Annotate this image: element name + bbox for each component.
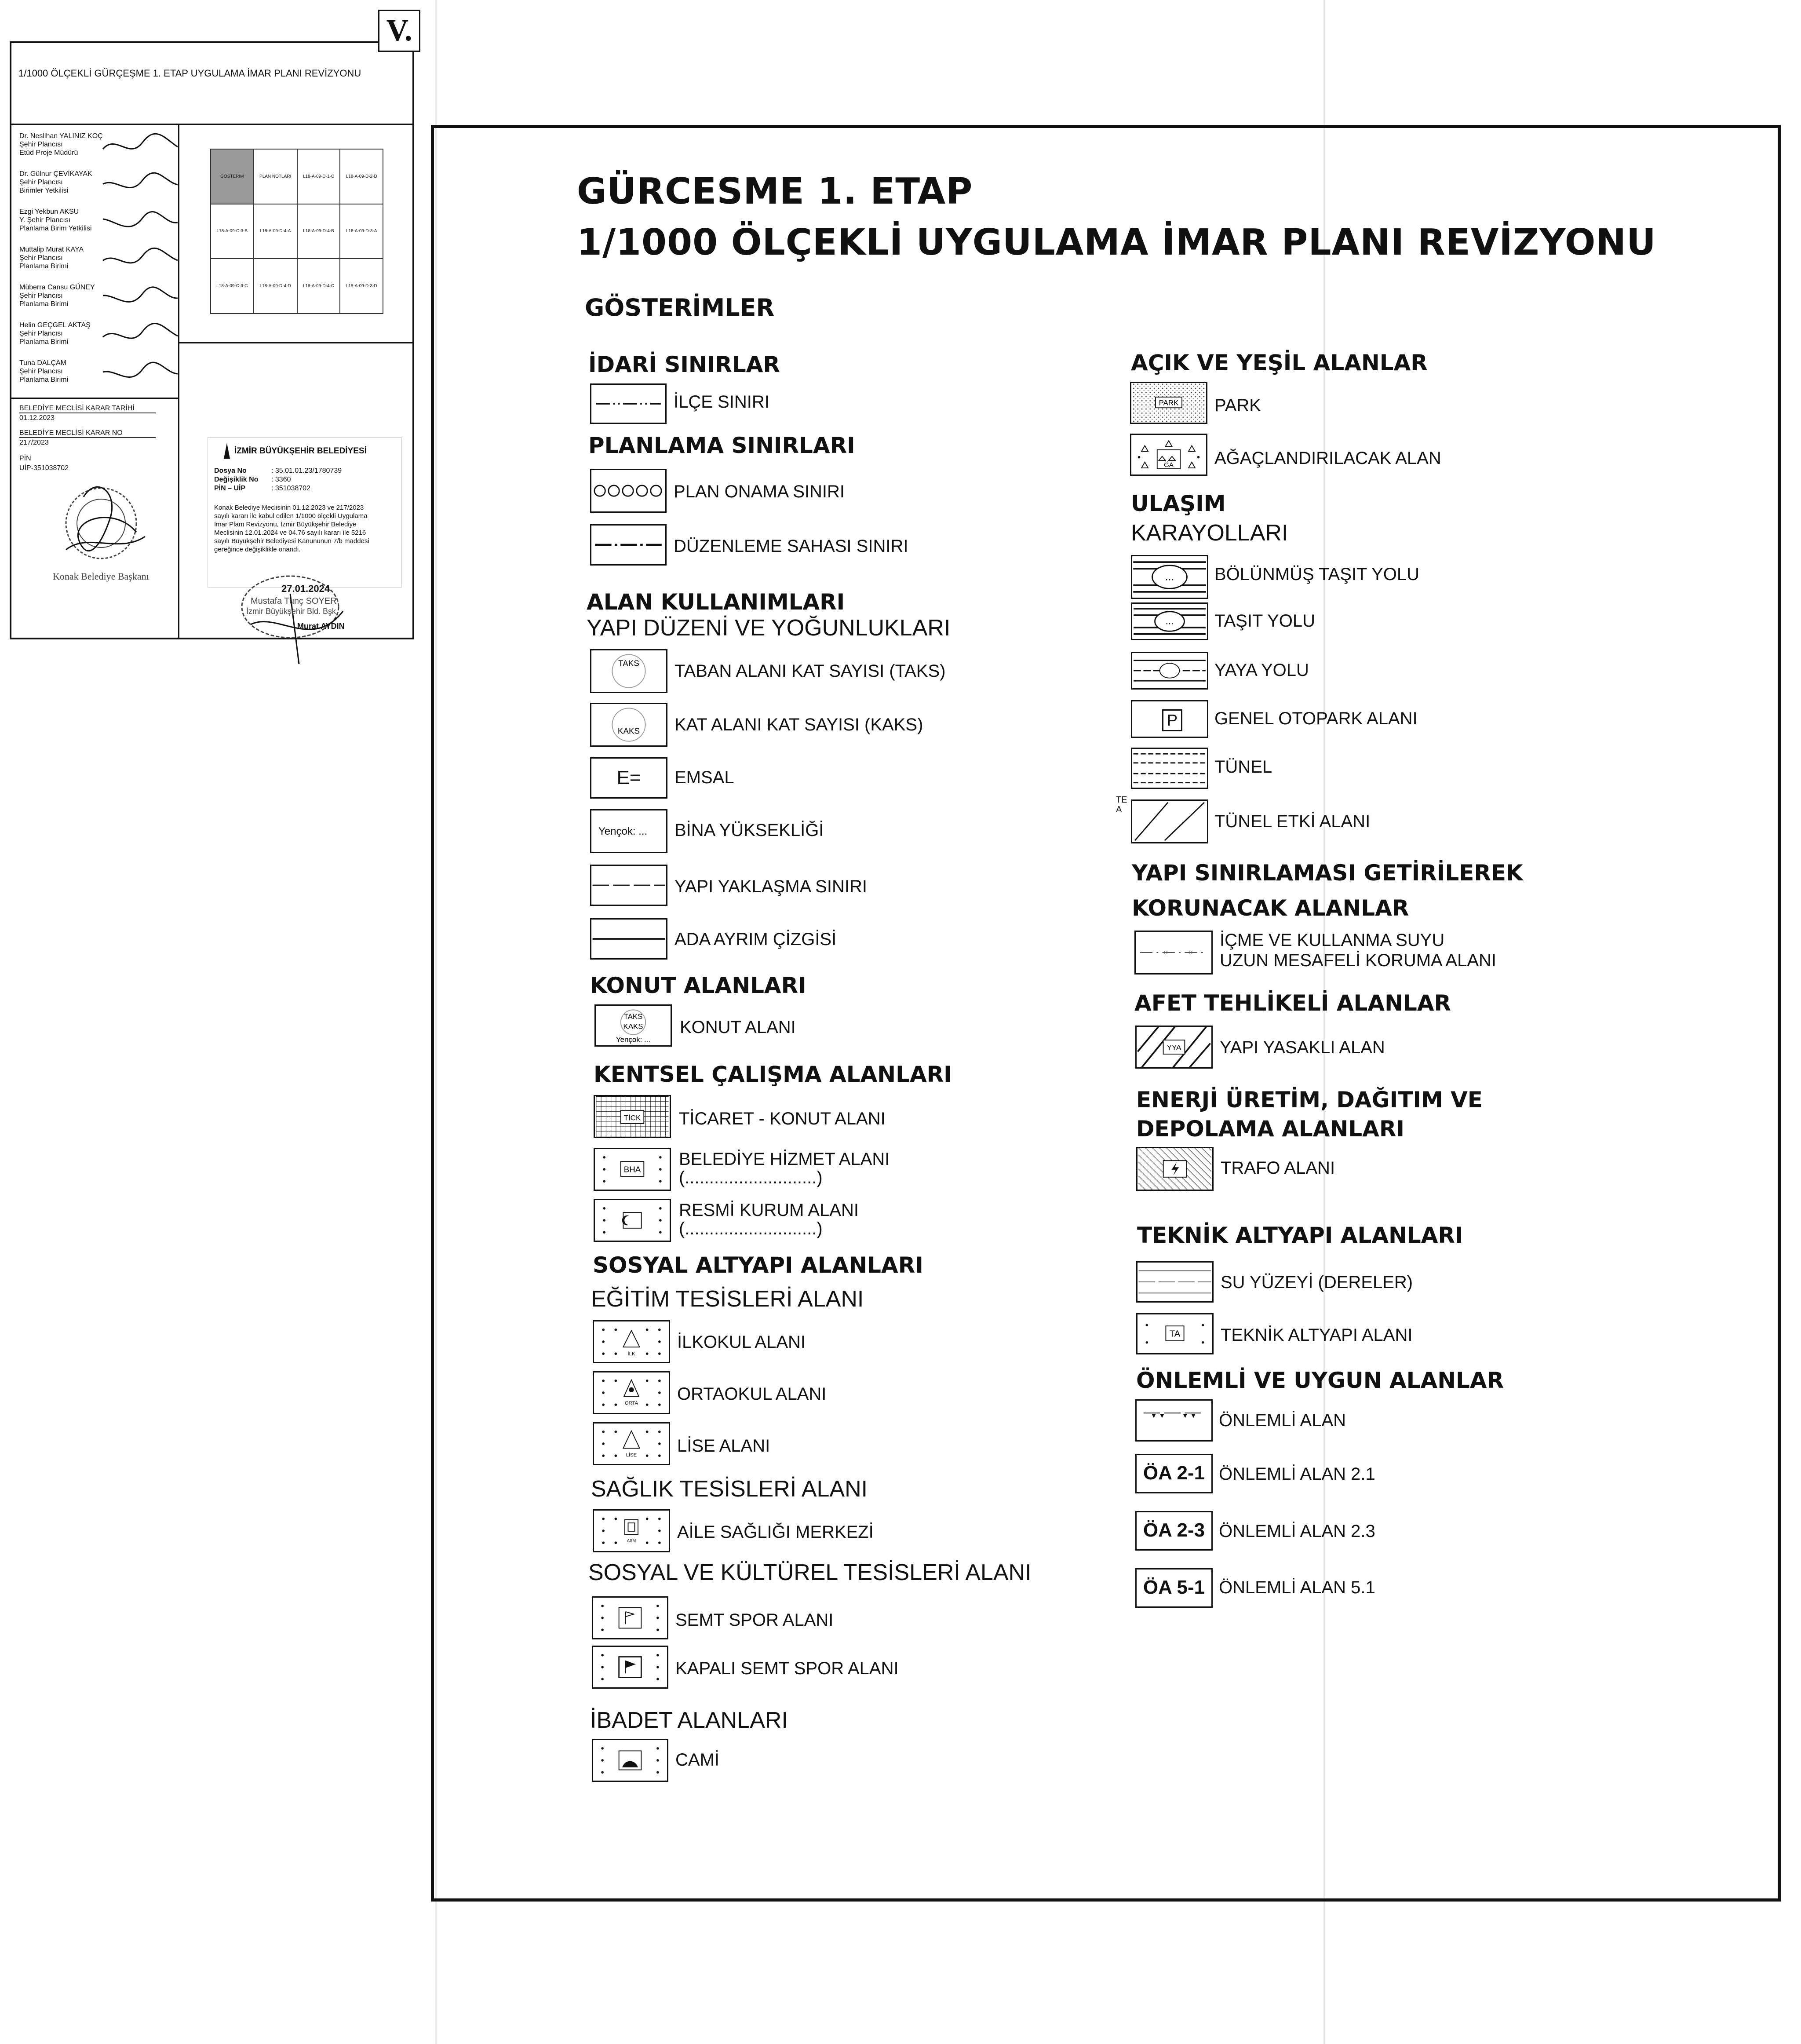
- ada-ayrim-label: ADA AYRIM ÇİZGİSİ: [674, 930, 837, 949]
- index-grid-row: [211, 259, 383, 314]
- kapali-semt-spor-label: KAPALI SEMT SPOR ALANI: [675, 1659, 899, 1678]
- index-grid-cell: L18-A-09-D-3-A: [340, 204, 383, 259]
- cami-symbol: [592, 1739, 668, 1782]
- yapi-yaklasma-label: YAPI YAKLAŞMA SINIRI: [674, 877, 867, 896]
- index-grid-cell: L18-A-09-D-4-B: [297, 204, 340, 259]
- signatory-role2: Planlama Birimi: [19, 300, 69, 308]
- agaclandirilacak-label: AĞAÇLANDIRILACAK ALAN: [1214, 449, 1441, 468]
- oa-2-1-label: ÖNLEMLİ ALAN 2.1: [1219, 1464, 1375, 1484]
- official-seal: [48, 466, 163, 580]
- legend-title: GÖSTERİMLER: [585, 294, 775, 321]
- semt-spor-symbol: [592, 1596, 668, 1639]
- izmir-logo-icon: [220, 442, 233, 460]
- signatory-block: [19, 245, 84, 270]
- card-body-line: sayılı Büyükşehir Belediyesi Kanununun 7/b maddesi: [214, 537, 369, 545]
- card-date: 27.01.2024: [281, 583, 330, 594]
- subsection-egitim: EĞİTİM TESİSLERİ ALANI: [591, 1286, 864, 1312]
- kapali-semt-spor-symbol: [592, 1646, 668, 1689]
- signatory-block: [19, 132, 103, 157]
- card-row-value: : 35.01.01.23/1780739: [271, 467, 342, 474]
- ilkokul-symbol: [593, 1320, 670, 1363]
- duzenleme-label: DÜZENLEME SAHASI SINIRI: [674, 537, 908, 556]
- icme-suyu-symbol: [1134, 931, 1213, 975]
- resmi-kurum-label: RESMİ KURUM ALANI: [679, 1201, 859, 1220]
- svg-text:...: ...: [1165, 615, 1174, 627]
- kaks-symbol-text: KAKS: [617, 726, 640, 736]
- index-grid-cell: L18-A-09-D-4-C: [297, 259, 340, 314]
- pin-value: UİP-351038702: [19, 464, 69, 472]
- signatory-role1: Şehir Plancısı: [19, 292, 63, 299]
- su-yuzeyi-label: SU YÜZEYİ (DERELER): [1221, 1273, 1413, 1292]
- signature-scribble: [98, 238, 182, 278]
- svg-text:...: ...: [1165, 571, 1174, 583]
- signatory-role1: Şehir Plancısı: [19, 141, 63, 148]
- subsection-ibadet: İBADET ALANLARI: [590, 1708, 788, 1733]
- kaks-symbol: [590, 703, 667, 747]
- signatory-role2: Planlama Birimi: [19, 263, 69, 270]
- signatory-role1: Şehir Plancısı: [19, 254, 63, 262]
- mayor-label: Konak Belediye Başkanı: [53, 571, 149, 582]
- subsection-saglik: SAĞLIK TESİSLERİ ALANI: [591, 1476, 868, 1502]
- section-ulasim: ULAŞIM: [1131, 491, 1226, 516]
- subsection-yapi-duzeni: YAPI DÜZENİ VE YOĞUNLUKLARI: [587, 615, 951, 641]
- resmi-kurum-placeholder: (...........................): [679, 1219, 823, 1238]
- council-no: 217/2023: [19, 439, 49, 446]
- index-grid-cell: L18-A-09-D-3-D: [340, 259, 383, 314]
- signature-scribble: [98, 163, 182, 202]
- aile-sagligi-symbol-text: ASM: [627, 1538, 636, 1543]
- index-grid-cell: L18-A-09-C-3-C: [211, 259, 254, 314]
- index-grid-cell: L18-A-09-C-3-B: [211, 204, 254, 259]
- signatory-block: [19, 321, 91, 346]
- card-body-line: Konak Belediye Meclisinin 01.12.2023 ve 217/2023: [214, 504, 364, 511]
- card-row-value: : 351038702: [271, 485, 310, 492]
- card-row-key: PİN – UİP: [214, 485, 246, 492]
- trafo-symbol: [1136, 1147, 1214, 1191]
- council-date-label: BELEDİYE MECLİSİ KARAR TARİHİ: [19, 405, 156, 413]
- signature-scribble: [98, 314, 182, 354]
- signatory-name: Tuna DALÇAM: [19, 359, 66, 367]
- index-grid-cell: GÖSTERİM: [211, 149, 254, 204]
- oa-5-1-label: ÖNLEMLİ ALAN 5.1: [1219, 1578, 1375, 1597]
- tunel-etki-symbol-text: TEA: [1116, 795, 1127, 814]
- card-body-line: sayılı kararı ile kabul edilen 1/1000 ölçekli Uygulama: [214, 512, 368, 520]
- bina-yuksekligi-symbol: Yençok: ...: [590, 809, 667, 853]
- sheet-index-grid: [210, 149, 383, 314]
- tunel-symbol: [1131, 748, 1208, 789]
- index-grid-cell: L18-A-09-D-4-A: [254, 204, 297, 259]
- tunel-etki-label: TÜNEL ETKİ ALANI: [1214, 812, 1371, 831]
- yapi-yaklasma-symbol: [590, 865, 667, 906]
- resmi-kurum-symbol: [594, 1199, 671, 1242]
- ortaokul-label: ORTAOKUL ALANI: [677, 1384, 827, 1404]
- index-grid-cell: L18-A-09-D-4-D: [254, 259, 297, 314]
- signatory-role2: Birimler Yetkilisi: [19, 187, 69, 194]
- ticaret-label: TİCARET - KONUT ALANI: [679, 1109, 886, 1128]
- ilkokul-symbol-text: İLK: [627, 1351, 635, 1357]
- tasit-yolu-label: TAŞIT YOLU: [1214, 611, 1315, 631]
- ticaret-symbol-text: TİCK: [623, 1113, 641, 1122]
- ortaokul-symbol-text: ORTA: [624, 1401, 638, 1406]
- tasit-yolu-symbol: [1131, 602, 1208, 640]
- tunel-label: TÜNEL: [1214, 757, 1272, 777]
- belediye-label: BELEDİYE HİZMET ALANI: [679, 1150, 890, 1169]
- aile-sagligi-symbol: [593, 1509, 670, 1552]
- taks-symbol: [590, 649, 667, 693]
- emsal-symbol: E=: [590, 757, 667, 799]
- teknik-altyapi-symbol-text: TA: [1169, 1329, 1181, 1339]
- signatory-role1: Şehir Plancısı: [19, 330, 63, 337]
- bolunmus-tasit-yolu-symbol: [1131, 555, 1208, 599]
- lise-symbol: [593, 1422, 670, 1465]
- oa-2-3-label: ÖNLEMLİ ALAN 2.3: [1219, 1522, 1375, 1541]
- card-brand: İZMİR BÜYÜKŞEHİR BELEDİYESİ: [234, 446, 367, 456]
- section-depolama: DEPOLAMA ALANLARI: [1136, 1116, 1404, 1142]
- index-grid-row: [211, 149, 383, 204]
- otopark-symbol-text: P: [1162, 709, 1182, 731]
- page-subtitle: 1/1000 ÖLÇEKLİ UYGULAMA İMAR PLANI REVİZYONU: [577, 222, 1656, 263]
- card-row: [214, 484, 399, 493]
- tunel-etki-symbol: [1131, 799, 1208, 843]
- card-body-line: gereğince değişiklikle onandı.: [214, 546, 301, 553]
- teknik-altyapi-symbol: [1136, 1313, 1214, 1354]
- teknik-altyapi-label: TEKNİK ALTYAPI ALANI: [1221, 1325, 1413, 1345]
- section-acik-yesil: AÇIK VE YEŞİL ALANLAR: [1131, 350, 1428, 376]
- bina-yuksekligi-label: BİNA YÜKSEKLİĞİ: [674, 821, 824, 840]
- park-label: PARK: [1214, 396, 1261, 415]
- signatory-role1: Şehir Plancısı: [19, 179, 63, 186]
- ticaret-symbol: [594, 1095, 671, 1138]
- konut-symbol-taks: TAKS: [623, 1012, 643, 1021]
- section-onlemli: ÖNLEMLİ VE UYGUN ALANLAR: [1136, 1368, 1504, 1393]
- ilce-siniri-symbol: [590, 383, 667, 424]
- card-row-value: : 3360: [271, 476, 291, 483]
- section-yapi-sinirlamasi: YAPI SINIRLAMASI GETİRİLEREK: [1132, 860, 1523, 886]
- card-signer-role: İzmir Büyükşehir Bld. Bşk.: [246, 607, 339, 616]
- yaya-yolu-label: YAYA YOLU: [1214, 661, 1309, 680]
- section-teknik: TEKNİK ALTYAPI ALANLARI: [1137, 1223, 1463, 1248]
- signatory-role2: Planlama Birimi: [19, 338, 69, 346]
- signatory-name: Müberra Cansu GÜNEY: [19, 284, 95, 291]
- agaclandirilacak-symbol-text: ĞA: [1164, 461, 1174, 469]
- semt-spor-label: SEMT SPOR ALANI: [675, 1610, 834, 1630]
- section-planlama: PLANLAMA SINIRLARI: [588, 433, 855, 458]
- index-grid-cell: L18-A-09-D-2-D: [340, 149, 383, 204]
- konut-symbol-hmax: Yençok: ...: [616, 1035, 651, 1044]
- belediye-placeholder: (...........................): [679, 1168, 823, 1187]
- signatory-role2: Planlama Birimi: [19, 376, 69, 383]
- taks-label: TABAN ALANI KAT SAYISI (TAKS): [674, 661, 946, 681]
- ada-ayrim-symbol: [590, 918, 667, 960]
- oa-2-3-symbol: ÖA 2-3: [1135, 1511, 1213, 1551]
- card-body-line: İmar Planı Revizyonu, İzmir Büyükşehir Belediye: [214, 521, 357, 528]
- taks-symbol-text: TAKS: [618, 658, 639, 668]
- section-alan-kullanimlari: ALAN KULLANIMLARI: [587, 589, 845, 615]
- cami-label: CAMİ: [675, 1750, 719, 1770]
- council-no-label: BELEDİYE MECLİSİ KARAR NO: [19, 429, 156, 438]
- su-yuzeyi-symbol: [1136, 1261, 1214, 1303]
- index-grid-row: [211, 204, 383, 259]
- konut-symbol: [594, 1004, 672, 1047]
- duzenleme-symbol: [590, 524, 667, 566]
- signature-scribble: [98, 125, 182, 164]
- agaclandirilacak-symbol: [1130, 434, 1207, 476]
- otopark-symbol: [1131, 700, 1208, 738]
- ilce-siniri-label: İLÇE SINIRI: [674, 392, 769, 412]
- page-title: GÜRCESME 1. ETAP: [577, 171, 973, 212]
- signature-scribble: [98, 201, 182, 240]
- oa-5-1-symbol: ÖA 5-1: [1135, 1568, 1213, 1608]
- yapi-yasakli-label: YAPI YASAKLI ALAN: [1220, 1038, 1385, 1057]
- yaya-yolu-symbol: [1131, 652, 1208, 690]
- plan-onama-label: PLAN ONAMA SINIRI: [674, 482, 845, 501]
- park-symbol-text: PARK: [1159, 398, 1179, 407]
- stamp-divider: [10, 398, 179, 399]
- onlemli-alan-symbol: [1135, 1399, 1213, 1442]
- council-date: 01.12.2023: [19, 414, 55, 422]
- yapi-yasakli-symbol: [1135, 1026, 1213, 1069]
- signatory-block: [19, 283, 95, 308]
- aile-sagligi-label: AİLE SAĞLIĞI MERKEZİ: [677, 1522, 874, 1542]
- card-row: [214, 467, 399, 475]
- signatory-block: [19, 359, 68, 384]
- yya-symbol-text: YYA: [1167, 1043, 1181, 1052]
- card-body: [214, 504, 399, 554]
- lise-symbol-text: LİSE: [626, 1453, 637, 1458]
- card-signer: Murat AYDIN: [297, 622, 345, 631]
- belediye-symbol: [594, 1148, 671, 1191]
- signatory-role1: Y. Şehir Plancısı: [19, 216, 71, 224]
- otopark-label: GENEL OTOPARK ALANI: [1214, 709, 1418, 728]
- section-enerji: ENERJİ ÜRETİM, DAĞITIM VE: [1136, 1087, 1483, 1113]
- index-grid-cell: PLAN NOTLARI: [254, 149, 297, 204]
- plan-onama-symbol: [590, 469, 667, 513]
- signatory-block: [19, 170, 92, 195]
- signatory-role2: Planlama Birim Yetkilisi: [19, 225, 92, 232]
- subsection-sosyal-kultur: SOSYAL VE KÜLTÜREL TESİSLERİ ALANI: [588, 1560, 1032, 1585]
- konut-symbol-kaks: KAKS: [623, 1022, 643, 1031]
- card-row-key: Değişiklik No: [214, 476, 259, 483]
- card-row: [214, 475, 399, 484]
- ilkokul-label: İLKOKUL ALANI: [677, 1332, 806, 1352]
- index-grid-cell: L18-A-09-D-1-C: [297, 149, 340, 204]
- konut-label: KONUT ALANI: [680, 1018, 796, 1037]
- signatory-block: [19, 208, 92, 233]
- signatory-role1: Şehir Plancısı: [19, 368, 63, 375]
- sheet-badge: V.: [378, 10, 420, 52]
- section-kentsel: KENTSEL ÇALIŞMA ALANLARI: [594, 1062, 952, 1087]
- kaks-label: KAT ALANI KAT SAYISI (KAKS): [674, 715, 923, 734]
- card-signer2: Mustafa Tunç SOYER: [251, 596, 337, 606]
- signatory-name: Helin GEÇGEL AKTAŞ: [19, 321, 91, 329]
- section-konut: KONUT ALANLARI: [590, 973, 806, 998]
- trafo-label: TRAFO ALANI: [1221, 1158, 1335, 1178]
- signatory-name: Dr. Neslihan YALINIZ KOÇ: [19, 132, 103, 140]
- signatory-name: Muttalip Murat KAYA: [19, 246, 84, 253]
- signatory-name: Ezgi Yekbun AKSU: [19, 208, 79, 215]
- signature-scribble: [98, 276, 182, 316]
- emsal-label: EMSAL: [674, 768, 734, 787]
- ortaokul-symbol: [593, 1371, 670, 1414]
- signature-scribble: [98, 352, 182, 391]
- card-body-line: Meclisinin 12.01.2024 ve 04.76 sayılı kararı ile 5216: [214, 529, 366, 537]
- lise-label: LİSE ALANI: [677, 1436, 770, 1456]
- card-rows: [214, 467, 399, 493]
- signatory-name: Dr. Gülnur ÇEVİKAYAK: [19, 170, 92, 178]
- bolunmus-tasit-yolu-label: BÖLÜNMÜŞ TAŞIT YOLU: [1214, 565, 1420, 584]
- card-row-key: Dosya No: [214, 467, 247, 474]
- subsection-karayollari: KARAYOLLARI: [1131, 520, 1288, 546]
- section-sosyal: SOSYAL ALTYAPI ALANLARI: [593, 1252, 923, 1278]
- icme-suyu-label-2: UZUN MESAFELİ KORUMA ALANI: [1220, 951, 1497, 970]
- onlemli-alan-label: ÖNLEMLİ ALAN: [1219, 1411, 1346, 1430]
- signatory-role2: Etüd Proje Müdürü: [19, 149, 78, 157]
- stamp-title: 1/1000 ÖLÇEKLİ GÜRÇEŞME 1. ETAP UYGULAMA İMAR PLANI REVİZYONU: [10, 41, 414, 125]
- stamp-divider: [178, 342, 414, 343]
- belediye-symbol-text: BHA: [623, 1164, 641, 1174]
- section-idari: İDARİ SINIRLAR: [588, 352, 780, 377]
- section-afet: AFET TEHLİKELİ ALANLAR: [1134, 990, 1451, 1016]
- oa-2-1-symbol: ÖA 2-1: [1135, 1454, 1213, 1493]
- park-symbol: [1130, 382, 1207, 424]
- section-korunacak: KORUNACAK ALANLAR: [1132, 895, 1409, 921]
- icme-suyu-label: İÇME VE KULLANMA SUYU: [1220, 931, 1445, 950]
- pin-label: PİN: [19, 455, 31, 462]
